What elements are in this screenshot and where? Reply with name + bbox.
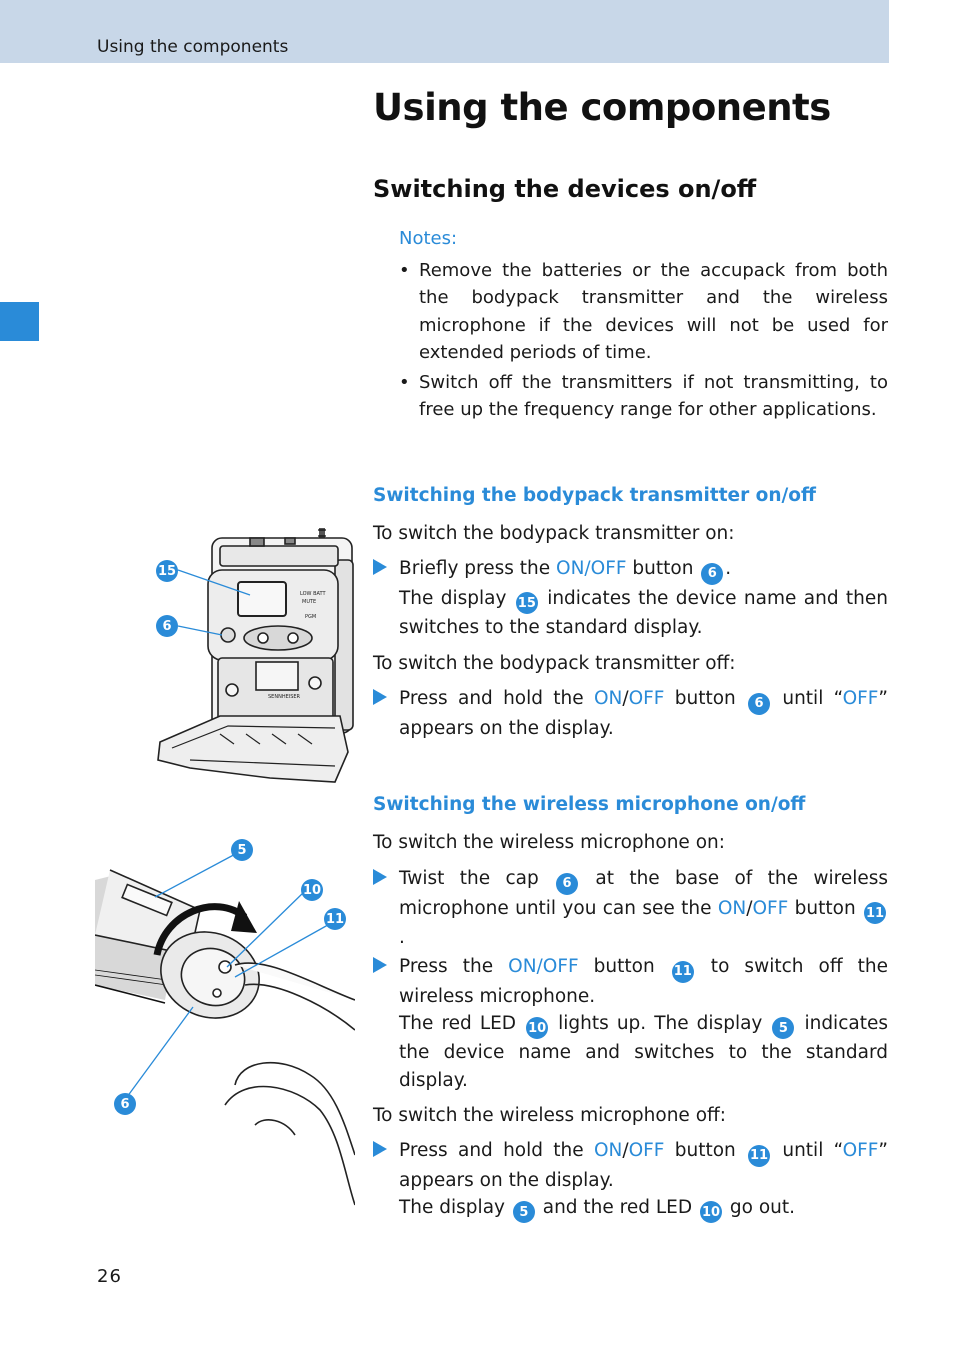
callout-number: 5 [231, 839, 253, 861]
running-header: Using the components [97, 37, 289, 57]
ref-number: 11 [672, 961, 694, 983]
ref-number: 5 [772, 1017, 794, 1039]
ref-number: 11 [864, 902, 886, 924]
callout-number: 11 [324, 908, 346, 930]
svg-text:PGM: PGM [305, 614, 317, 620]
chapter-tab-marker [0, 302, 39, 341]
mic-heading: Switching the wireless microphone on/off [373, 794, 806, 815]
bodypack-on-intro: To switch the bodypack transmitter on: [373, 523, 735, 544]
ref-number: 11 [748, 1145, 770, 1167]
mic-on-intro: To switch the wireless microphone on: [373, 832, 725, 853]
ref-number: 6 [701, 563, 723, 585]
bodypack-off-intro: To switch the bodypack transmitter off: [373, 653, 736, 674]
mic-step-press: Press the ON/OFF button 11 to switch off the wireless microphone. The red LED 10 lights up. The display 5 indicates the device name and switches to the standard display. [373, 953, 888, 1094]
svg-text:MUTE: MUTE [302, 599, 317, 605]
section-heading: Switching the devices on/off [373, 175, 757, 203]
ref-number: 10 [526, 1017, 548, 1039]
ref-number: 15 [516, 592, 538, 614]
ref-number: 6 [748, 693, 770, 715]
mic-off-intro: To switch the wireless microphone off: [373, 1105, 726, 1126]
arrow-icon [373, 689, 387, 705]
bullet-dot: • [399, 260, 410, 281]
note-item: • Switch off the transmitters if not transmitting, to free up the frequency range for other applications. [399, 369, 888, 424]
mic-step-twist: Twist the cap 6 at the base of the wireless microphone until you can see the ON/OFF button 11. [373, 865, 888, 951]
bodypack-off-step: Press and hold the ON/OFF button 6 until “OFF” appears on the display. [373, 685, 888, 742]
bodypack-heading: Switching the bodypack transmitter on/off [373, 485, 817, 506]
arrow-icon [373, 1141, 387, 1157]
page-title: Using the components [373, 86, 831, 129]
ref-number: 6 [556, 873, 578, 895]
bullet-dot: • [399, 372, 410, 393]
bodypack-transmitter-illustration [150, 520, 360, 790]
arrow-icon [373, 559, 387, 575]
notes-label: Notes: [399, 228, 458, 249]
arrow-icon [373, 957, 387, 973]
ref-number: 5 [513, 1201, 535, 1223]
callout-number: 6 [156, 615, 178, 637]
callout-number: 6 [114, 1093, 136, 1115]
arrow-icon [373, 869, 387, 885]
page-number: 26 [97, 1266, 122, 1287]
callout-number: 15 [156, 560, 178, 582]
callout-number: 10 [301, 879, 323, 901]
ref-number: 10 [700, 1201, 722, 1223]
note-item: • Remove the batteries or the accupack from both the bodypack transmitter and the wireless microphone if the devices will not be used for extended periods of time. [399, 257, 888, 366]
mic-off-step: Press and hold the ON/OFF button 11 until “OFF” appears on the display. The display 5 and the red LED 10 go out. [373, 1137, 888, 1223]
svg-text:SENNHEISER: SENNHEISER [268, 694, 301, 700]
bodypack-on-step: Briefly press the ON/OFF button 6 . The display 15 indicates the device name and then switches to the standard display. [373, 555, 888, 641]
svg-text:LOW BATT: LOW BATT [300, 591, 326, 597]
